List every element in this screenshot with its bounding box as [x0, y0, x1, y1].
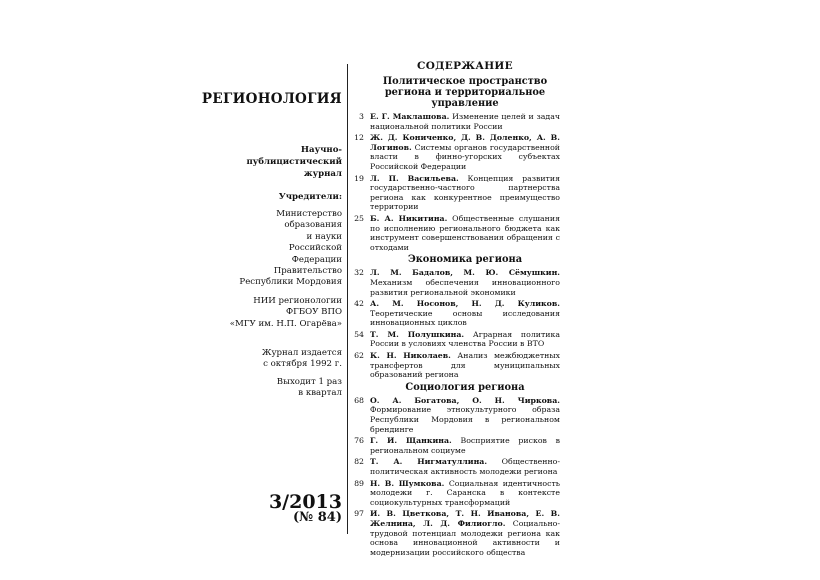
founder-line: и науки — [306, 231, 342, 242]
toc-entry[interactable] — [352, 112, 560, 131]
founder-line: ФГБОУ ВПО — [286, 307, 342, 318]
entry-authors: К. Н. Николаев. — [370, 351, 451, 361]
entry-title: Системы органов государственной власти в финно-угорских субъектах Российской Федерации — [370, 142, 560, 171]
founder-line: Правительство — [273, 266, 342, 276]
entry-title: Анализ межбюджетных трансфертов для муниципальных образований региона — [370, 351, 560, 380]
entry-title: Социальная идентичность молодежи г. Саранска в контексте социокультурных трансформаций — [370, 478, 561, 507]
publication-since — [262, 348, 342, 371]
entry-title: Теоретические основы исследования инновационных циклов — [370, 308, 560, 328]
frequency-line: в квартал — [298, 388, 342, 399]
entry-authors: О. А. Богатова, О. Н. Чиркова. — [370, 395, 560, 405]
entry-title: Изменение целей и задач национальной политики России — [370, 112, 560, 131]
toc-entry[interactable] — [352, 351, 560, 380]
toc-entry[interactable] — [352, 268, 560, 297]
founder-line: образования — [284, 220, 342, 231]
page-number: 12 — [354, 133, 364, 143]
toc-entry[interactable] — [352, 396, 560, 434]
since-line: с октября 1992 г. — [263, 359, 342, 370]
section-title-politics: Политическое пространство региона и территориальное управление — [382, 76, 548, 109]
founder-line: Министерство — [276, 209, 342, 219]
entry-authors: Н. В. Шумкова. — [370, 478, 445, 488]
founder-line: «МГУ им. Н.П. Огарёва» — [229, 318, 342, 329]
issue-label: 3/2013 — [268, 491, 342, 513]
page-number: 25 — [354, 213, 364, 223]
page-number: 3 — [359, 112, 364, 121]
publication-frequency — [277, 377, 342, 400]
page-number: 32 — [354, 268, 364, 278]
toc-entry[interactable] — [352, 174, 560, 212]
entry-authors: Ж. Д. Кониченко, Д. В. Доленко, А. В. Логинов. — [370, 133, 560, 152]
toc-entry[interactable] — [352, 479, 560, 508]
entry-title: Общественно-политическая активность молодежи региона — [370, 457, 560, 476]
table-of-contents — [352, 60, 560, 559]
toc-header: СОДЕРЖАНИЕ — [417, 60, 513, 72]
founder-government — [239, 266, 342, 289]
entry-title: Аграрная политика России в условиях членства России в ВТО — [370, 329, 561, 349]
entry-authors: Т. А. Нигматуллина. — [370, 457, 488, 467]
entry-authors: Е. Г. Маклашова. — [370, 112, 450, 121]
since-line: Журнал издается — [261, 348, 342, 358]
column-divider — [347, 64, 348, 534]
page-number: 82 — [354, 457, 364, 467]
entry-title: Формирование этнокультурного образа Республики Мордовия в региональном брендинге — [370, 405, 560, 434]
founder-line: Российской — [288, 243, 342, 254]
section-title-economy: Экономика региона — [407, 254, 523, 266]
entry-authors: Л. П. Васильева. — [370, 173, 459, 183]
toc-entry[interactable] — [352, 330, 560, 349]
subtitle-line: Научно- — [300, 145, 342, 155]
toc-entry[interactable] — [352, 457, 560, 476]
page-number: 89 — [354, 478, 364, 488]
entry-title: Социально-трудовой потенциал молодежи региона как основа инновационной активности и модернизации российского общества — [370, 518, 560, 557]
page-number: 42 — [354, 299, 364, 309]
entry-authors: И. В. Цветкова, Т. Н. Иванова, Е. В. Желнина, Л. Д. Филиогло. — [370, 509, 560, 528]
founder-line: Федерации — [291, 254, 342, 265]
page-number: 62 — [354, 351, 364, 361]
founder-institute — [230, 296, 342, 330]
entry-title: Механизм обеспечения инновационного развития региональной экономики — [370, 277, 560, 297]
toc-entry[interactable] — [352, 214, 560, 252]
entry-authors: Г. И. Щанкина. — [370, 436, 452, 446]
toc-entry[interactable] — [352, 509, 560, 557]
page-number: 68 — [354, 395, 364, 405]
entry-authors: Л. М. Бадалов, М. Ю. Сёмушкин. — [370, 268, 560, 278]
founder-line: Республики Мордовия — [239, 277, 342, 288]
founders-label: Учредители: — [278, 192, 342, 202]
toc-entry[interactable] — [352, 436, 560, 455]
frequency-line: Выходит 1 раз — [276, 377, 342, 387]
subtitle-line: публицистический — [246, 157, 342, 167]
page-number: 19 — [354, 173, 364, 183]
subtitle-line: журнал — [303, 169, 342, 179]
issue-number: (№ 84) — [292, 510, 342, 525]
founder-ministry — [276, 209, 342, 266]
section-title-sociology: Социология региона — [405, 381, 525, 393]
founder-line: НИИ регионологии — [253, 296, 342, 306]
masthead-column — [200, 0, 342, 580]
toc-entry[interactable] — [352, 299, 560, 328]
toc-entry[interactable] — [352, 133, 560, 171]
entry-authors: А. М. Носонов, Н. Д. Куликов. — [370, 299, 560, 309]
entry-title: Восприятие рисков в региональном социуме — [370, 436, 560, 455]
page-number: 54 — [354, 329, 364, 339]
journal-subtitle — [246, 144, 342, 180]
entry-title: Общественные слушания по исполнению регионального бюджета как инструмент совершенствования обращения с отходами — [370, 213, 560, 252]
journal-title: РЕГИОНОЛОГИЯ — [201, 91, 342, 107]
entry-authors: Б. А. Никитина. — [370, 213, 448, 223]
page-number: 97 — [354, 509, 364, 519]
page-number: 76 — [354, 436, 364, 446]
entry-authors: Т. М. Полушкина. — [370, 329, 465, 339]
entry-title: Концепция развития государственно-частного партнерства региона как конкурентное преимущество территории — [370, 173, 560, 212]
